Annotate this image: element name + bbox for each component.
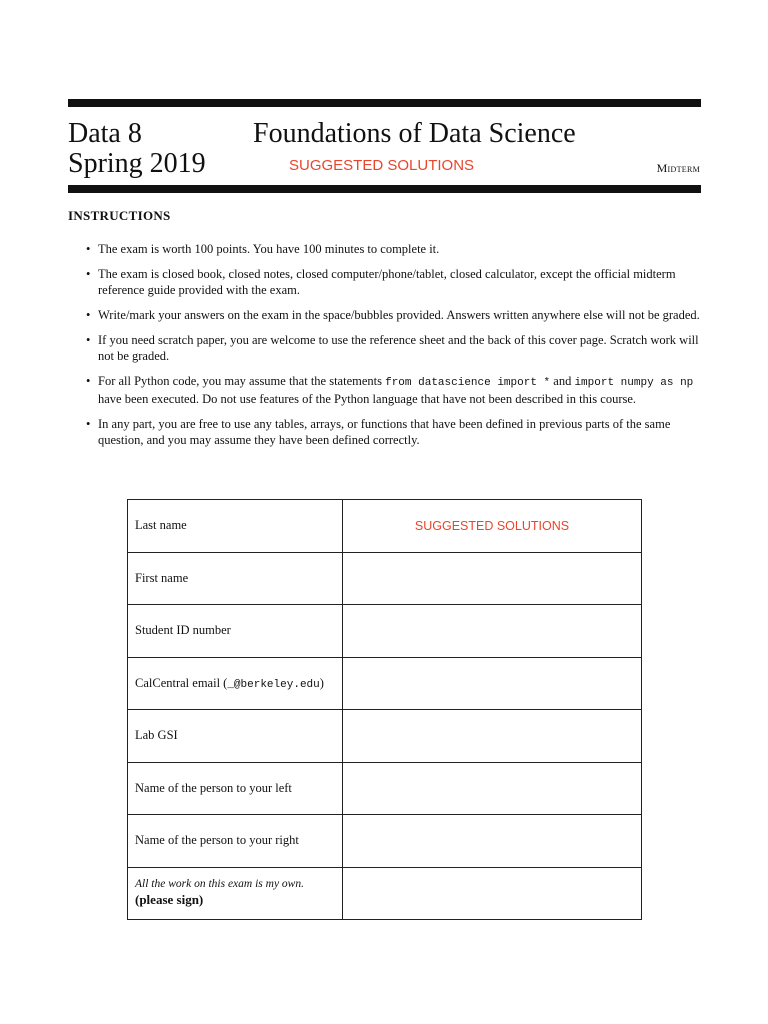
last-name-field[interactable]: SUGGESTED SOLUTIONS: [343, 500, 642, 553]
python-text-3: have been executed. Do not use features of the Python language that have not been described in this course.: [98, 392, 637, 406]
email-label-prefix: CalCentral email (: [135, 675, 228, 690]
instruction-item: • Write/mark your answers on the exam in the space/bubbles provided. Answers written anywhere else will not be graded.: [68, 307, 703, 323]
calcentral-email-label: [128, 657, 343, 710]
course-name: Data 8: [68, 118, 142, 149]
table-row: [128, 552, 642, 605]
honor-statement: All the work on this exam is my own.: [135, 878, 304, 891]
header-top-rule: [68, 99, 701, 107]
signature-label: [128, 867, 343, 920]
instruction-item: • The exam is worth 100 points. You have 100 minutes to complete it.: [68, 241, 703, 257]
first-name-label: First name: [128, 552, 343, 605]
please-sign-label: (please sign): [135, 892, 204, 908]
instruction-item: • If you need scratch paper, you are welcome to use the reference sheet and the back of this cover page. Scratch work will not be graded.: [68, 332, 703, 364]
instructions-list: [68, 241, 703, 457]
solutions-banner: SUGGESTED SOLUTIONS: [289, 157, 475, 174]
python-code-import-numpy: import numpy as np: [574, 377, 694, 389]
person-right-field[interactable]: [343, 815, 642, 868]
python-code-import-datascience: from datascience import *: [385, 377, 551, 389]
student-id-field[interactable]: [343, 605, 642, 658]
instruction-item: • The exam is closed book, closed notes, closed computer/phone/tablet, closed calculator, except the official midterm reference guide provided with the exam.: [68, 266, 703, 298]
student-info-table: [127, 499, 642, 920]
document-title: Foundations of Data Science: [253, 118, 576, 149]
calcentral-email-field[interactable]: [343, 657, 642, 710]
python-text-1: For all Python code, you may assume that the statements: [98, 374, 386, 388]
email-label-suffix: ): [319, 675, 324, 690]
table-row: [128, 867, 642, 920]
python-text-2: and: [550, 374, 575, 388]
signature-field[interactable]: [343, 867, 642, 920]
term: Spring 2019: [68, 148, 206, 179]
instruction-item: • In any part, you are free to use any tables, arrays, or functions that have been defined in previous parts of the same question, and you may assume they have been defined correctly.: [68, 416, 703, 448]
lab-gsi-label: Lab GSI: [128, 710, 343, 763]
first-name-field[interactable]: [343, 552, 642, 605]
person-left-label: Name of the person to your left: [128, 762, 343, 815]
student-id-label: Student ID number: [128, 605, 343, 658]
email-domain-code: _@berkeley.edu: [227, 678, 320, 691]
table-row: [128, 710, 642, 763]
last-name-label: Last name: [128, 500, 343, 553]
lab-gsi-field[interactable]: [343, 710, 642, 763]
table-row: [128, 657, 642, 710]
instruction-item-python: [68, 373, 703, 407]
table-row: [128, 815, 642, 868]
table-row: [128, 500, 642, 553]
instructions-heading: INSTRUCTIONS: [68, 208, 171, 223]
person-left-field[interactable]: [343, 762, 642, 815]
exam-type: Midterm: [656, 161, 700, 175]
header-bottom-rule: [68, 185, 701, 193]
table-row: [128, 762, 642, 815]
table-row: [128, 605, 642, 658]
person-right-label: Name of the person to your right: [128, 815, 343, 868]
